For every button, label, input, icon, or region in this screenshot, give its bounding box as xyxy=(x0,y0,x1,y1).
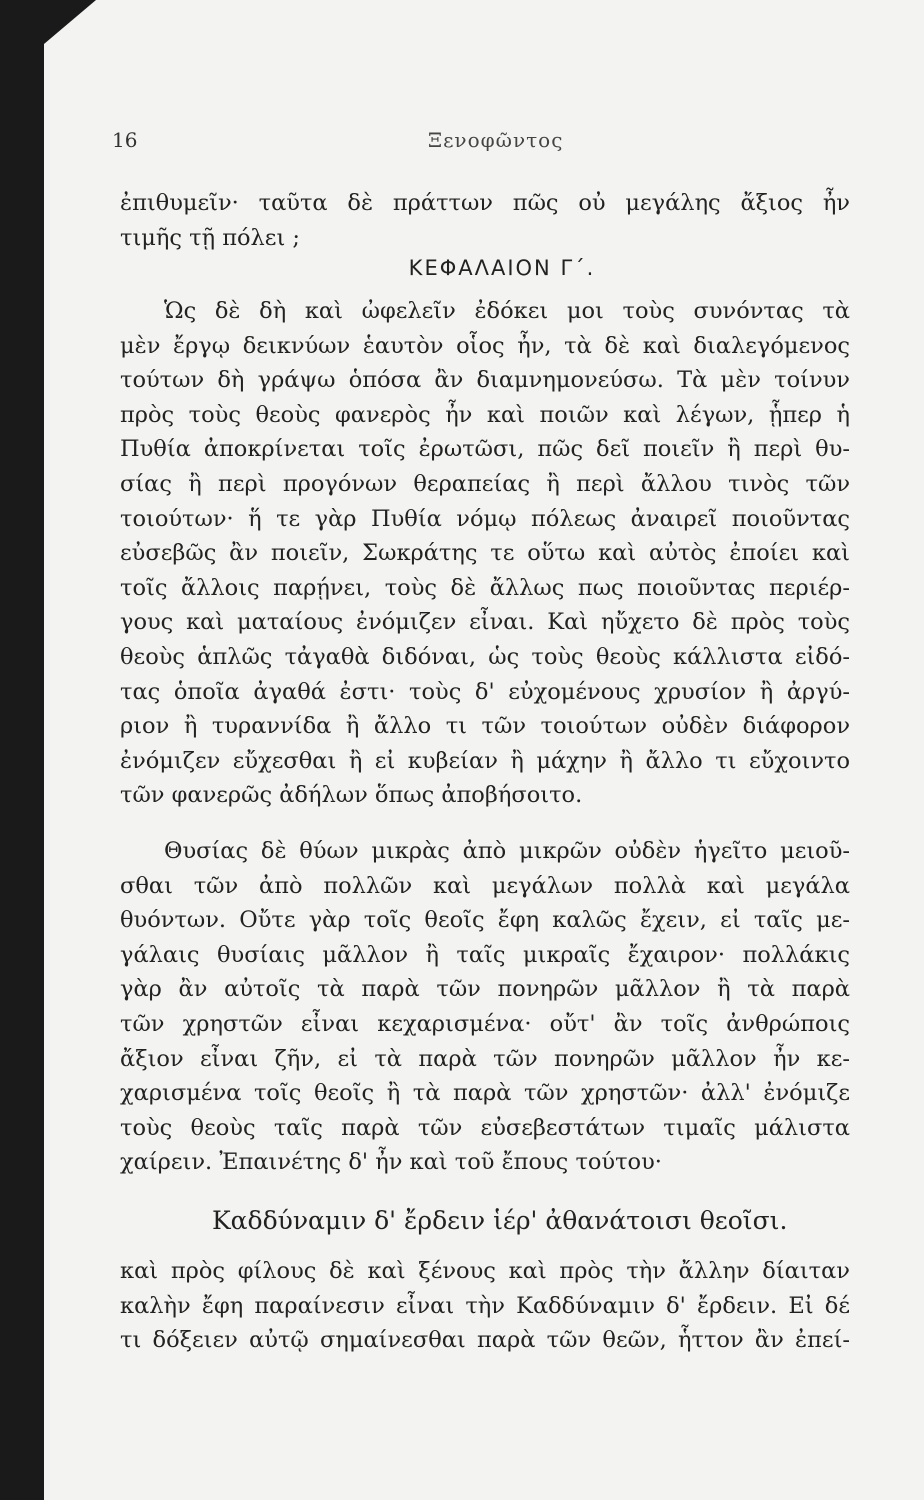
chapter-heading: ΚΕΦΑΛΑΙΟΝ Γ΄. xyxy=(408,256,596,280)
text-line: σθαι τῶν ἀπὸ πολλῶν καὶ μεγάλων πολλὰ καὶ μεγάλα xyxy=(120,872,850,899)
paragraph-3 xyxy=(120,1254,850,1358)
text-line: τι δόξειεν αὐτῷ σημαίνεσθαι παρὰ τῶν θεῶν, ἧττον ἂν ἐπεί- xyxy=(120,1327,850,1354)
text-line: τας ὁποῖα ἀγαθά ἐστι· τοὺς δ' εὐχομένους χρυσίον ἢ ἀργύ- xyxy=(120,678,850,705)
page-header xyxy=(0,128,924,158)
text-line: χαρισμένα τοῖς θεοῖς ἢ τὰ παρὰ τῶν χρηστῶν· ἀλλ' ἐνόμιζε xyxy=(120,1080,850,1107)
text-line: τοῖς ἄλλοις παρῄνει, τοὺς δὲ ἄλλως πως ποιοῦντας περιέρ- xyxy=(120,574,850,601)
torn-page-corner xyxy=(44,0,96,44)
page-number: 16 xyxy=(112,128,138,152)
text-line: θυόντων. Οὔτε γὰρ τοῖς θεοῖς ἔφη καλῶς ἔχειν, εἰ ταῖς με- xyxy=(120,907,850,934)
text-line: εὐσεβῶς ἂν ποιεῖν, Σωκράτης τε οὕτω καὶ αὐτὸς ἐποίει καὶ xyxy=(120,540,850,567)
text-line: τούτων δὴ γράψω ὁπόσα ἂν διαμνημονεύσω. Τὰ μὲν τοίνυν xyxy=(120,367,850,394)
running-head: Ξενοφῶντος xyxy=(428,128,564,152)
text-line: θεοὺς ἁπλῶς τἀγαθὰ διδόναι, ὡς τοὺς θεοὺς κάλλιστα εἰδό- xyxy=(120,643,850,670)
text-line: τοὺς θεοὺς ταῖς παρὰ τῶν εὐσεβεστάτων τιμαῖς μάλιστα xyxy=(120,1114,850,1141)
opening-lines xyxy=(120,186,850,255)
text-line: τοιούτων· ἥ τε γὰρ Πυθία νόμῳ πόλεως ἀναιρεῖ ποιοῦντας xyxy=(120,505,850,532)
text-line: καὶ πρὸς φίλους δὲ καὶ ξένους καὶ πρὸς τὴν ἄλλην δίαιταν xyxy=(120,1258,850,1284)
text-line: ἄξιον εἶναι ζῆν, εἰ τὰ παρὰ τῶν πονηρῶν μᾶλλον ἦν κε- xyxy=(120,1045,850,1072)
text-line: γους καὶ ματαίους ἐνόμιζεν εἶναι. Καὶ ηὔχετο δὲ πρὸς τοὺς xyxy=(120,609,850,636)
text-line: μὲν ἔργῳ δεικνύων ἑαυτὸν οἷος ἦν, τὰ δὲ καὶ διαλεγόμενος xyxy=(120,332,850,359)
text-line: καλὴν ἔφη παραίνεσιν εἶναι τὴν Καδδύναμιν δ' ἔρδειν. Εἰ δέ xyxy=(120,1292,850,1319)
text-line: πρὸς τοὺς θεοὺς φανερὸς ἦν καὶ ποιῶν καὶ λέγων, ᾗπερ ἡ xyxy=(120,401,850,428)
text-line: ἐνόμιζεν εὔχεσθαι ἢ εἰ κυβείαν ἢ μάχην ἢ ἄλλο τι εὔχοιντο xyxy=(120,747,850,774)
text-line: Θυσίας δὲ θύων μικρὰς ἀπὸ μικρῶν οὐδὲν ἡγεῖτο μειοῦ- xyxy=(164,838,850,864)
text-line: γάλαις θυσίαις μᾶλλον ἢ ταῖς μικραῖς ἔχαιρον· πολλάκις xyxy=(120,941,850,968)
text-line: τιμῆς τῇ πόλει ; xyxy=(120,224,301,251)
text-line: τῶν χρηστῶν εἶναι κεχαρισμένα· οὔτ' ἂν τοῖς ἀνθρώποις xyxy=(120,1010,850,1037)
text-line: τῶν φανερῶς ἀδήλων ὅπως ἀποβήσοιτο. xyxy=(120,782,583,809)
text-line: σίας ἢ περὶ προγόνων θεραπείας ἢ περὶ ἄλλου τινὸς τῶν xyxy=(120,470,850,497)
text-line: ἐπιθυμεῖν· ταῦτα δὲ πράττων πῶς οὐ μεγάλης ἄξιος ἦν xyxy=(120,190,850,216)
text-line: Ὡς δὲ δὴ καὶ ὠφελεῖν ἐδόκει μοι τοὺς συνόντας τὰ xyxy=(164,298,850,324)
paragraph-1 xyxy=(120,294,850,813)
paragraph-2 xyxy=(120,834,850,1180)
text-line: γὰρ ἂν αὐτοῖς τὰ παρὰ τῶν πονηρῶν μᾶλλον ἢ τὰ παρὰ xyxy=(120,976,850,1003)
text-line: χαίρειν. Ἐπαινέτης δ' ἦν καὶ τοῦ ἔπους τούτου· xyxy=(120,1149,662,1176)
text-line: ριον ἢ τυραννίδα ἢ ἄλλο τι τῶν τοιούτων οὐδὲν διάφορον xyxy=(120,713,850,740)
verse-quotation: Καδδύναμιν δ' ἔρδειν ἱέρ' ἀθανάτοισι θεοῖσι. xyxy=(212,1206,788,1235)
text-line: Πυθία ἀποκρίνεται τοῖς ἐρωτῶσι, πῶς δεῖ ποιεῖν ἢ περὶ θυ- xyxy=(120,436,850,463)
